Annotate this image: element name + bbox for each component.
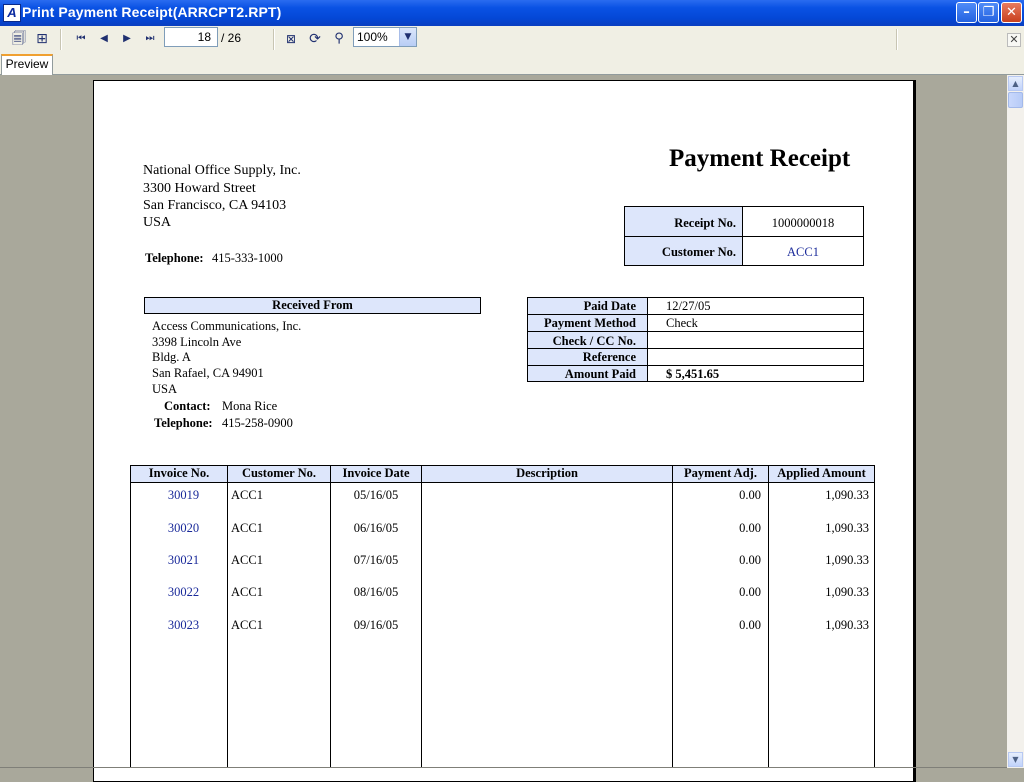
previous-page-icon[interactable]: ◀ — [100, 33, 108, 44]
search-binoculars-icon[interactable]: ⚲ — [334, 31, 344, 46]
row-date: 07/16/05 — [353, 553, 399, 567]
row-customer: ACC1 — [231, 488, 263, 502]
divider — [874, 465, 875, 768]
invoice-number-link[interactable]: 30022 — [167, 585, 200, 599]
divider — [527, 331, 864, 332]
column-header-invoice-no: Invoice No. — [148, 466, 210, 480]
row-customer: ACC1 — [231, 618, 263, 632]
zoom-value: 100% — [357, 30, 388, 44]
amount-paid-label: Amount Paid — [564, 367, 636, 381]
payer-city: San Rafael, CA 94901 — [152, 366, 264, 380]
receipt-no-label: Receipt No. — [674, 216, 736, 230]
row-payment-adj: 0.00 — [739, 618, 761, 632]
payer-telephone: 415-258-0900 — [222, 416, 293, 430]
window-title: Print Payment Receipt(ARRCPT2.RPT) — [22, 4, 282, 20]
divider — [527, 314, 864, 315]
divider — [527, 365, 864, 366]
toolbar-separator — [273, 29, 275, 50]
company-telephone: 415-333-1000 — [212, 251, 283, 265]
row-payment-adj: 0.00 — [739, 521, 761, 535]
check-cc-label: Check / CC No. — [552, 334, 636, 348]
row-payment-adj: 0.00 — [739, 488, 761, 502]
row-payment-adj: 0.00 — [739, 585, 761, 599]
toolbar-separator — [60, 29, 62, 50]
received-from-header: Received From — [272, 298, 353, 312]
row-date: 05/16/05 — [353, 488, 399, 502]
page-number-input[interactable]: 18 — [164, 27, 218, 47]
column-header-applied-amount: Applied Amount — [777, 466, 866, 480]
contact-name: Mona Rice — [222, 399, 278, 413]
payer-address-1: 3398 Lincoln Ave — [152, 335, 242, 349]
row-date: 06/16/05 — [353, 521, 399, 535]
row-customer: ACC1 — [231, 585, 263, 599]
divider — [330, 465, 331, 768]
first-page-icon[interactable]: ⏮ — [76, 33, 86, 44]
close-window-button[interactable]: ✕ — [1001, 2, 1022, 23]
vertical-scrollbar[interactable] — [1007, 75, 1024, 768]
row-applied-amount: 1,090.33 — [825, 553, 869, 567]
company-street: 3300 Howard Street — [143, 181, 256, 196]
row-date: 09/16/05 — [353, 618, 399, 632]
page-total: / 26 — [221, 31, 242, 45]
divider — [647, 297, 648, 382]
column-header-customer-no: Customer No. — [241, 466, 317, 480]
divider — [768, 465, 769, 768]
row-applied-amount: 1,090.33 — [825, 618, 869, 632]
invoice-number-link[interactable]: 30020 — [167, 521, 200, 535]
column-header-description: Description — [516, 466, 578, 480]
scroll-down-icon[interactable]: ▼ — [1008, 752, 1023, 767]
divider — [130, 465, 131, 768]
stop-icon[interactable]: ⊠ — [285, 32, 297, 46]
minimize-button[interactable]: – — [956, 2, 977, 23]
company-city: San Francisco, CA 94103 — [143, 198, 287, 213]
divider — [227, 465, 228, 768]
tab-strip — [0, 53, 1024, 75]
row-payment-adj: 0.00 — [739, 553, 761, 567]
group-tree-icon[interactable]: ⊞ — [36, 31, 48, 47]
customer-no-label: Customer No. — [661, 245, 736, 259]
row-applied-amount: 1,090.33 — [825, 585, 869, 599]
title-bar — [0, 0, 1024, 26]
row-date: 08/16/05 — [353, 585, 399, 599]
payer-address-2: Bldg. A — [152, 350, 191, 364]
report-heading: Payment Receipt — [669, 145, 851, 172]
toolbar-separator — [896, 29, 898, 50]
payment-method-label: Payment Method — [544, 316, 636, 330]
invoice-number-link[interactable]: 30021 — [167, 553, 200, 567]
receipt-no-value: 1000000018 — [771, 216, 835, 230]
scroll-up-icon[interactable]: ▲ — [1008, 76, 1023, 91]
scroll-thumb[interactable] — [1008, 92, 1023, 108]
invoice-number-link[interactable]: 30023 — [167, 618, 200, 632]
row-applied-amount: 1,090.33 — [825, 488, 869, 502]
payer-telephone-label: Telephone: — [154, 416, 213, 430]
company-country: USA — [143, 215, 172, 230]
amount-paid-value: $ 5,451.65 — [666, 367, 720, 381]
invoice-number-link[interactable]: 30019 — [167, 488, 200, 502]
customer-no-value[interactable]: ACC1 — [787, 245, 819, 259]
payment-method-value: Check — [666, 316, 698, 330]
zoom-select[interactable] — [353, 27, 417, 47]
divider — [130, 482, 875, 483]
column-header-invoice-date: Invoice Date — [342, 466, 410, 480]
reference-label: Reference — [582, 350, 636, 364]
row-customer: ACC1 — [231, 553, 263, 567]
payer-name: Access Communications, Inc. — [152, 319, 302, 333]
paid-date-label: Paid Date — [583, 299, 636, 313]
divider — [421, 465, 422, 768]
app-icon: A — [3, 4, 21, 22]
paid-date-value: 12/27/05 — [666, 299, 711, 313]
chevron-down-icon[interactable]: ▼ — [399, 28, 416, 46]
last-page-icon[interactable]: ⏭ — [145, 33, 155, 44]
divider — [624, 236, 864, 237]
next-page-icon[interactable]: ▶ — [123, 33, 131, 44]
company-telephone-label: Telephone: — [145, 251, 204, 265]
row-applied-amount: 1,090.33 — [825, 521, 869, 535]
company-name: National Office Supply, Inc. — [143, 163, 301, 178]
payer-country: USA — [152, 382, 178, 396]
tab-preview[interactable]: Preview — [1, 54, 53, 75]
divider — [672, 465, 673, 768]
restore-button[interactable]: ❐ — [978, 2, 999, 23]
close-view-icon[interactable]: ✕ — [1007, 33, 1021, 47]
contact-label: Contact: — [164, 399, 211, 413]
row-customer: ACC1 — [231, 521, 263, 535]
export-icon[interactable]: 🗐 — [12, 31, 26, 47]
column-header-payment-adj: Payment Adj. — [684, 466, 757, 480]
refresh-icon[interactable]: ⟳ — [309, 31, 321, 47]
